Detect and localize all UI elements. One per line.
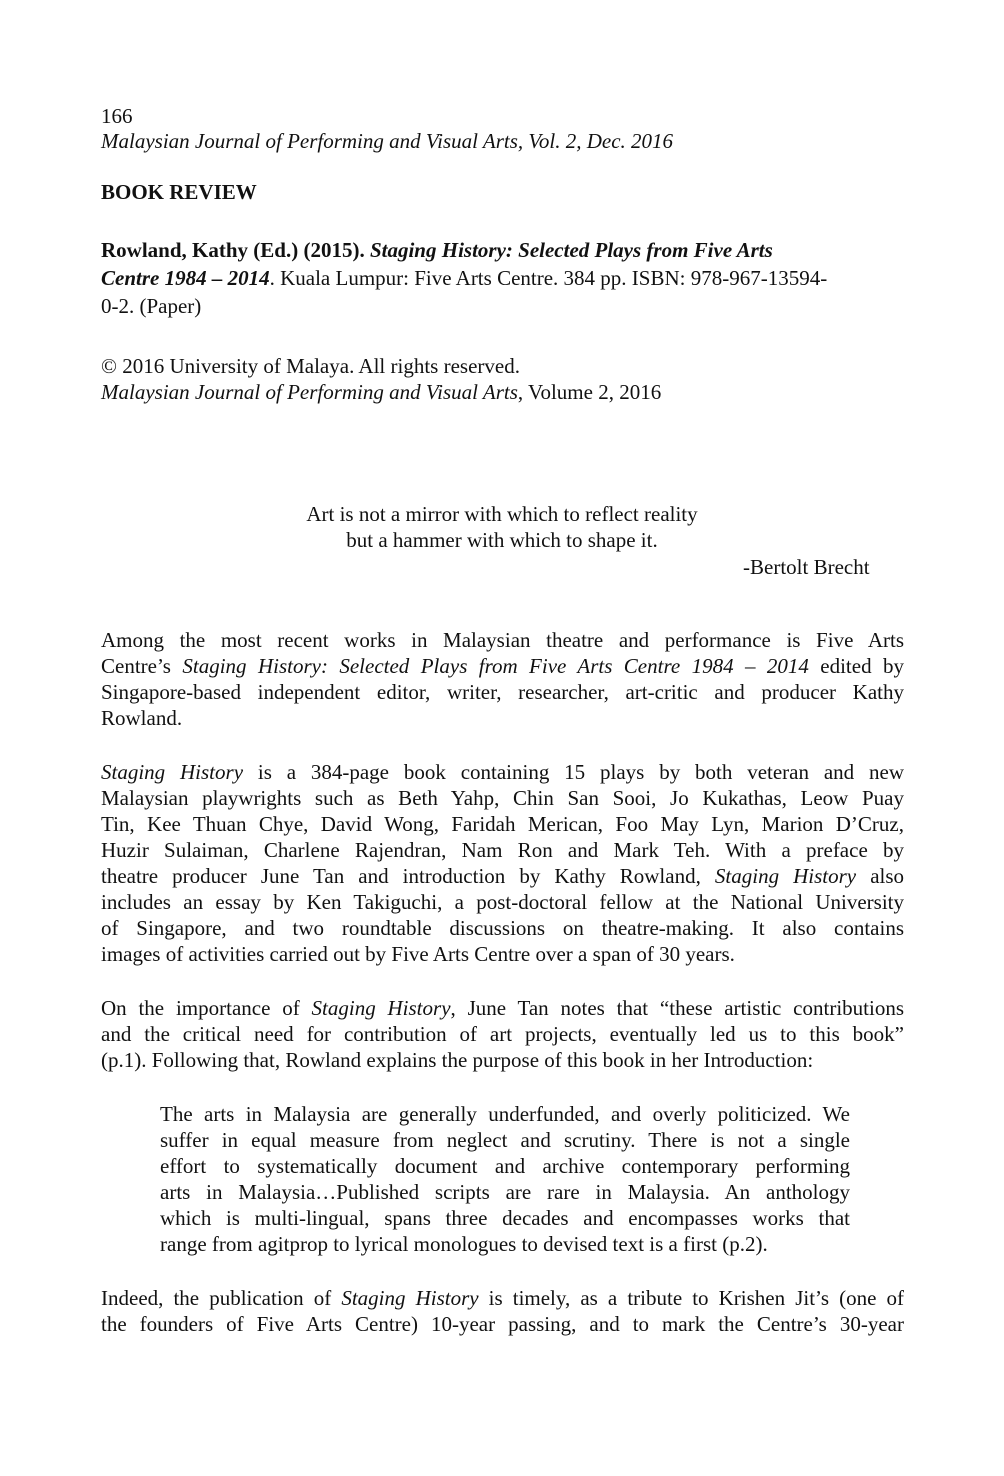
citation-line-3: 0-2. (Paper) xyxy=(101,294,202,318)
epigraph-line-2: but a hammer with which to shape it. xyxy=(346,528,658,552)
citation-line-1: Rowland, Kathy (Ed.) (2015). Staging History: Selected Plays from Five Arts xyxy=(101,238,773,262)
section-title: BOOK REVIEW xyxy=(101,180,257,204)
epigraph-attribution: -Bertolt Brecht xyxy=(743,555,870,579)
journal-volume-line: Malaysian Journal of Performing and Visual Arts, Volume 2, 2016 xyxy=(101,380,662,404)
journal-running-head: Malaysian Journal of Performing and Visual Arts, Vol. 2, Dec. 2016 xyxy=(101,129,674,153)
page-number: 166 xyxy=(101,104,133,128)
book-title: Staging History: Selected Plays from Five Arts xyxy=(369,238,773,262)
epigraph-line-1: Art is not a mirror with which to reflect reality xyxy=(306,502,698,526)
citation-line-2: Centre 1984 – 2014. Kuala Lumpur: Five Arts Centre. 384 pp. ISBN: 978-967-13594- xyxy=(101,266,828,290)
copyright-line: © 2016 University of Malaya. All rights reserved. xyxy=(101,354,520,378)
